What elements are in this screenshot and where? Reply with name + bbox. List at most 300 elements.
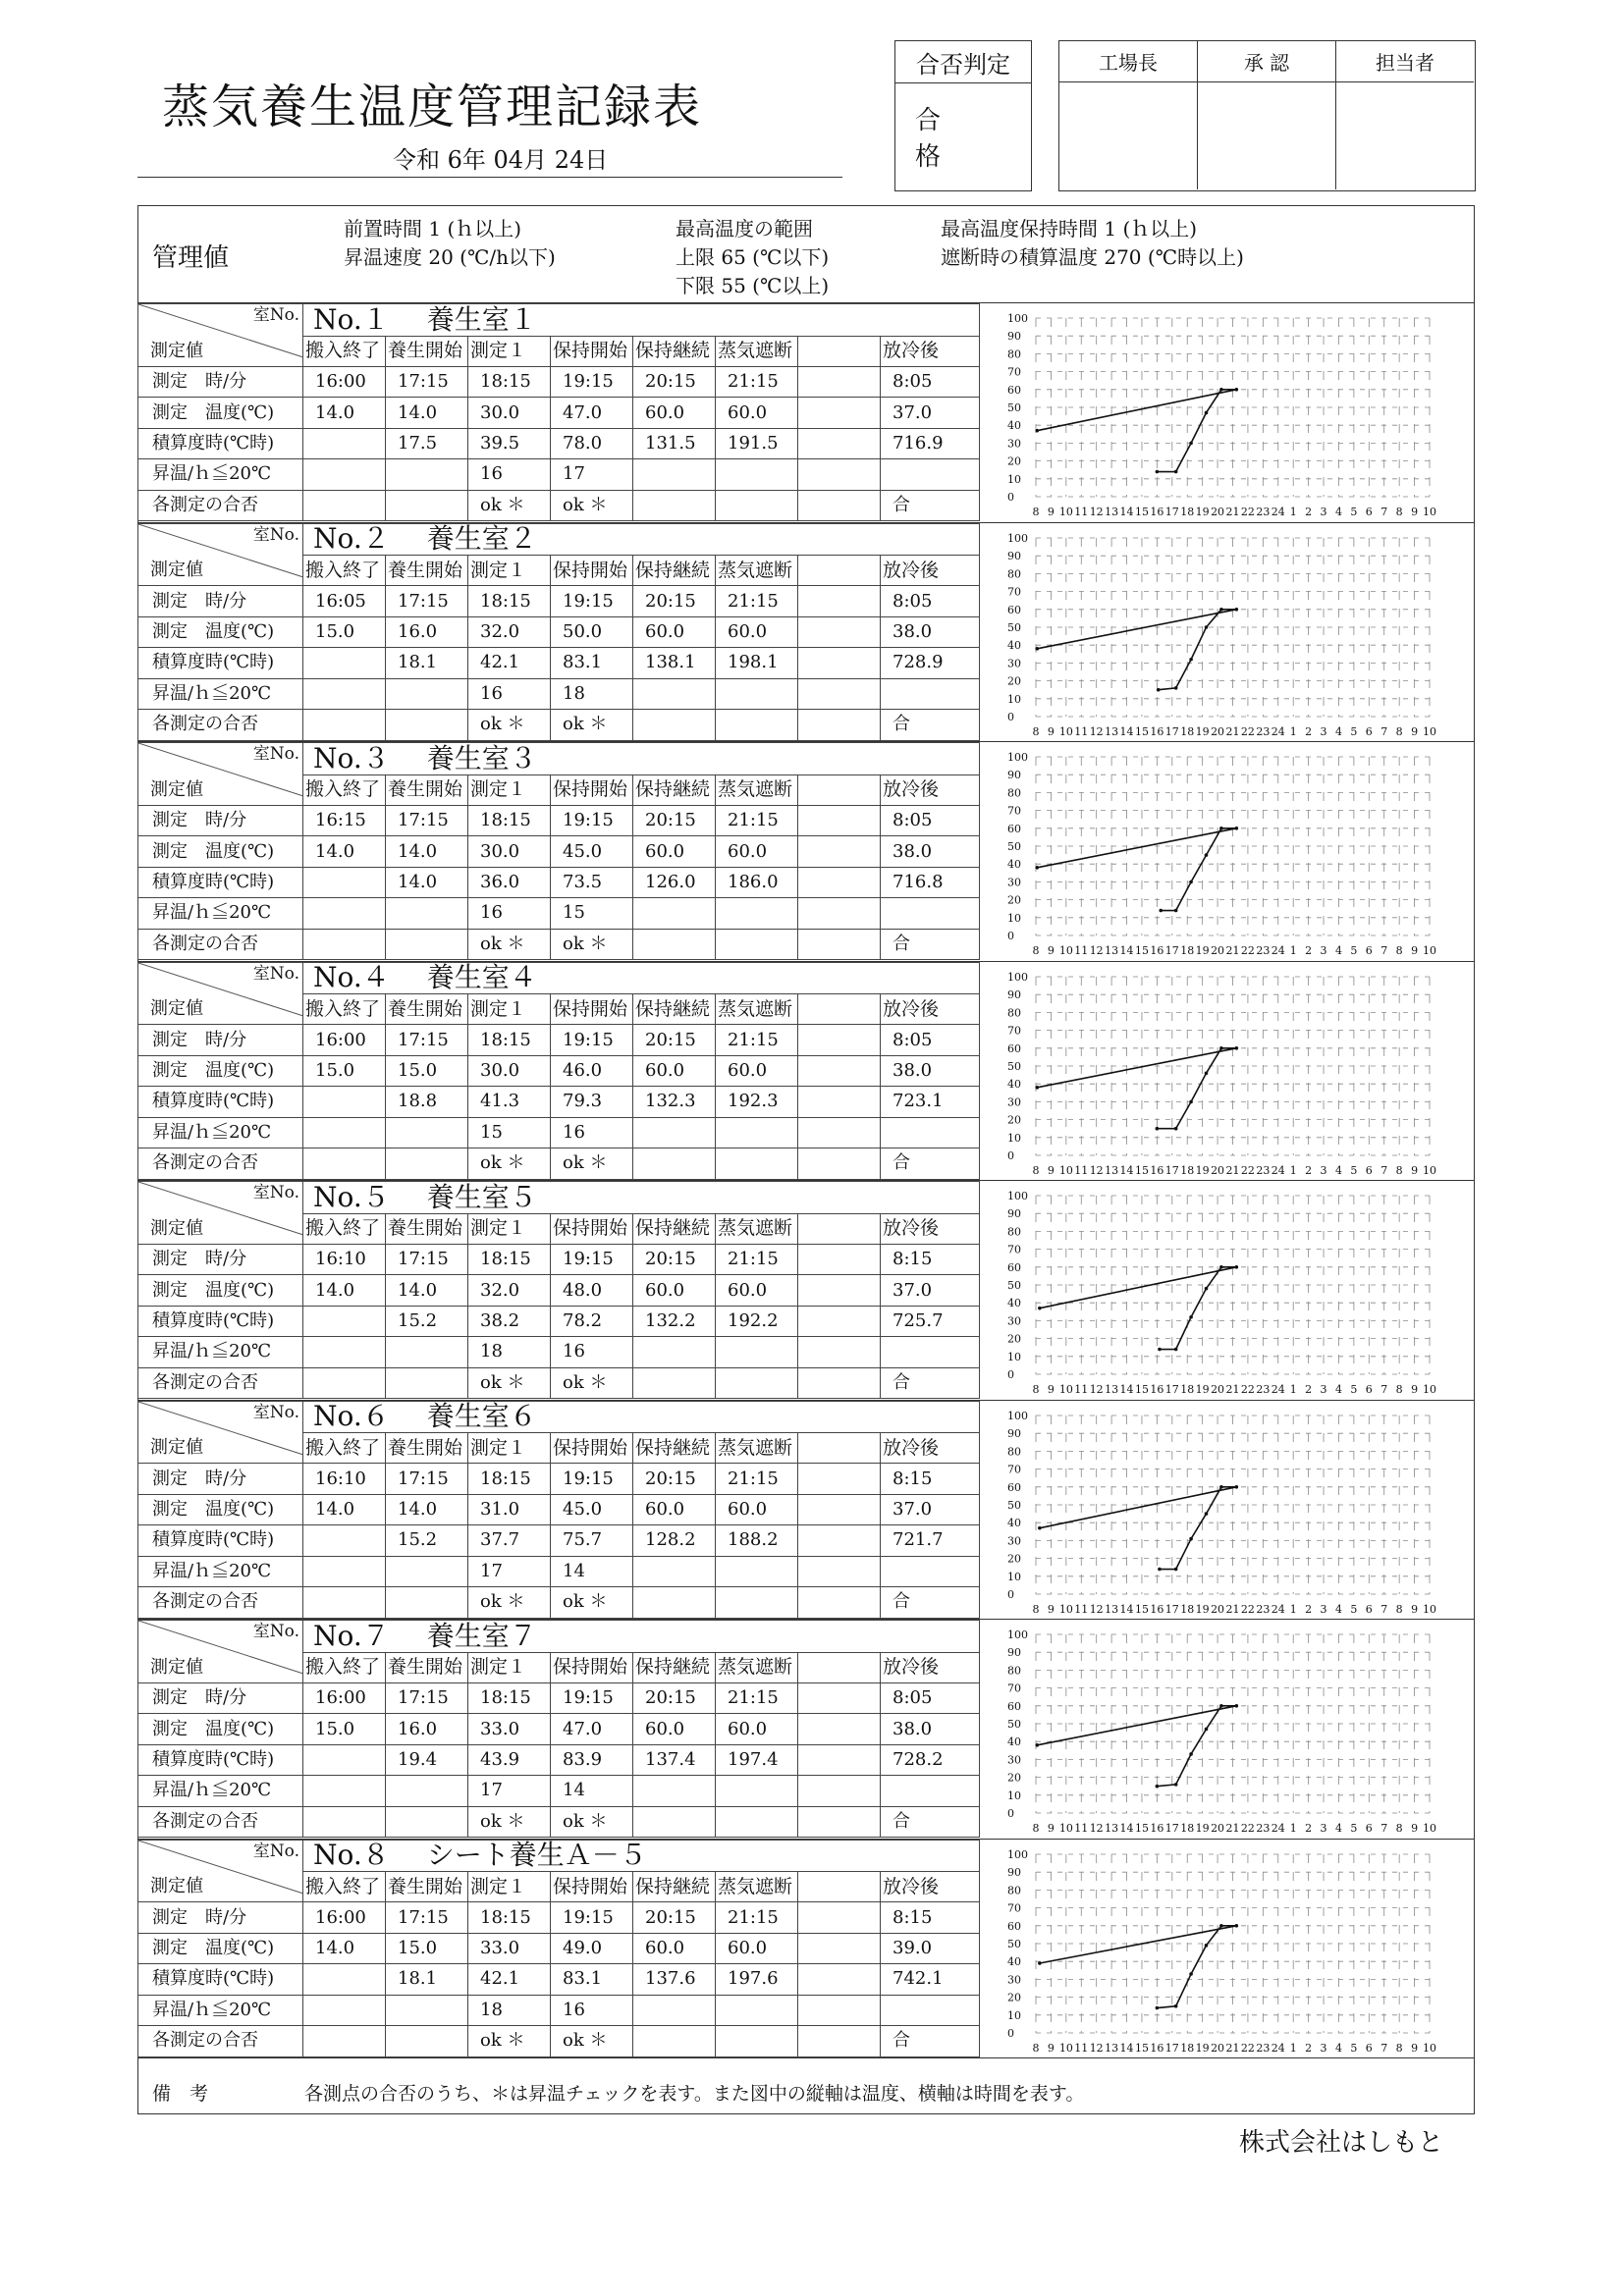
chart-x-tick: 12 <box>1089 506 1104 518</box>
chart-y-tick: 100 <box>1007 1409 1028 1422</box>
room-table <box>137 1181 980 1399</box>
chart-x-tick: 8 <box>1395 1383 1403 1396</box>
value-cell <box>881 898 980 929</box>
temperature-line <box>1037 390 1236 472</box>
chart-x-tick: 6 <box>1365 1163 1373 1177</box>
temperature-chart <box>979 1181 1475 1399</box>
chart-y-tick: 90 <box>1007 549 1021 562</box>
value-cell: 合 <box>881 929 980 959</box>
column-header: 保持開始 <box>551 994 633 1025</box>
value-cell <box>303 1587 386 1618</box>
chart-y-tick: 70 <box>1007 804 1021 818</box>
value-cell: 60.0 <box>633 1055 716 1086</box>
chart-y-tick: 90 <box>1007 769 1021 782</box>
chart-y-tick: 100 <box>1007 1847 1028 1861</box>
chart-x-tick: 14 <box>1119 1383 1134 1396</box>
row-label: 積算度時(℃時) <box>138 1744 303 1775</box>
chart-x-tick: 17 <box>1164 944 1179 957</box>
temperature-point <box>1174 1126 1178 1130</box>
temperature-point <box>1174 1348 1178 1352</box>
column-header: 蒸気遮断 <box>716 994 798 1025</box>
value-cell: 728.9 <box>881 648 980 678</box>
room-number: No.７ <box>313 1620 390 1652</box>
chart-x-tick: 12 <box>1089 1602 1104 1616</box>
value-cell: 47.0 <box>551 398 633 428</box>
temperature-line <box>1040 1486 1237 1569</box>
chart-x-tick: 8 <box>1032 506 1040 518</box>
value-cell <box>798 1367 881 1398</box>
value-cell <box>798 1933 881 1963</box>
value-cell: 合 <box>881 1806 980 1837</box>
value-cell: 17:15 <box>386 1682 468 1713</box>
chart-x-tick: 24 <box>1271 944 1285 957</box>
temperature-line <box>1037 609 1236 689</box>
value-cell: 17:15 <box>386 1025 468 1055</box>
value-cell <box>716 1806 798 1837</box>
chart-y-tick: 50 <box>1007 840 1021 853</box>
value-cell <box>303 1306 386 1336</box>
value-cell: 合 <box>881 2026 980 2056</box>
chart-x-tick: 14 <box>1119 1822 1134 1835</box>
value-cell: 14.0 <box>303 1494 386 1524</box>
chart-x-tick: 4 <box>1334 724 1342 738</box>
chart-x-tick: 8 <box>1395 1822 1403 1835</box>
room-title <box>303 743 980 775</box>
value-cell: 60.0 <box>716 1714 798 1744</box>
temperature-point <box>1235 827 1239 830</box>
value-cell <box>303 428 386 458</box>
value-cell <box>633 929 716 959</box>
chart-x-tick: 9 <box>1411 2041 1419 2055</box>
room-no-label: 室No. <box>252 1841 299 1861</box>
temperature-chart <box>979 1840 1475 2057</box>
value-cell: 137.4 <box>633 1744 716 1775</box>
value-cell <box>798 836 881 867</box>
room-name: 養生室６ <box>426 1401 537 1433</box>
temperature-point <box>1235 608 1239 612</box>
room-header-diagonal-cell <box>138 962 303 1025</box>
value-cell: 14.0 <box>303 398 386 428</box>
chart-y-tick: 90 <box>1007 1646 1021 1660</box>
value-cell <box>798 1744 881 1775</box>
column-header: 保持開始 <box>551 1872 633 1902</box>
value-cell <box>798 1244 881 1274</box>
chart-y-tick: 100 <box>1007 751 1028 764</box>
chart-x-tick: 20 <box>1211 2041 1225 2055</box>
room-section <box>137 1840 1475 2059</box>
chart-x-tick: 12 <box>1089 944 1104 957</box>
column-header: 蒸気遮断 <box>716 556 798 586</box>
chart-y-tick: 10 <box>1007 472 1021 486</box>
chart-x-tick: 21 <box>1225 506 1240 518</box>
value-cell <box>716 1117 798 1148</box>
chart-x-tick: 22 <box>1240 1163 1255 1177</box>
chart-x-tick: 12 <box>1089 1383 1104 1396</box>
value-cell: 合 <box>881 1367 980 1398</box>
chart-y-tick: 10 <box>1007 692 1021 706</box>
row-label: 積算度時(℃時) <box>138 1306 303 1336</box>
value-cell: 19:15 <box>551 366 633 397</box>
chart-x-tick: 8 <box>1032 1163 1040 1177</box>
column-header: 保持継続 <box>633 1213 716 1244</box>
column-header: 保持開始 <box>551 336 633 366</box>
chart-y-tick: 80 <box>1007 1005 1021 1019</box>
column-header: 測定１ <box>468 336 551 366</box>
room-no-label: 室No. <box>252 524 299 545</box>
value-cell: 14.0 <box>386 1275 468 1306</box>
value-cell: 19:15 <box>551 1902 633 1933</box>
value-cell: 132.3 <box>633 1087 716 1117</box>
value-cell: 83.9 <box>551 1744 633 1775</box>
column-header: 保持継続 <box>633 336 716 366</box>
column-header: 測定１ <box>468 774 551 805</box>
chart-x-tick: 2 <box>1305 724 1313 738</box>
chart-y-tick: 100 <box>1007 1190 1028 1202</box>
row-label: 各測定の合否 <box>138 490 303 520</box>
value-cell <box>798 898 881 929</box>
chart-x-tick: 11 <box>1074 724 1089 738</box>
value-cell: 16.0 <box>386 1714 468 1744</box>
temperature-point <box>1205 1287 1209 1291</box>
value-cell: 79.3 <box>551 1087 633 1117</box>
room-number: No.３ <box>313 742 390 774</box>
value-cell: 39.5 <box>468 428 551 458</box>
room-name: 養生室１ <box>426 303 537 336</box>
column-header: 蒸気遮断 <box>716 1213 798 1244</box>
chart-x-tick: 13 <box>1105 1822 1119 1835</box>
room-number: No.６ <box>313 1401 390 1433</box>
room-header-diagonal-cell <box>138 743 303 806</box>
value-cell: 17 <box>468 1776 551 1806</box>
value-cell: 18:15 <box>468 366 551 397</box>
value-cell: 188.2 <box>716 1525 798 1556</box>
chart-x-tick: 8 <box>1032 1822 1040 1835</box>
temperature-point <box>1158 1567 1162 1571</box>
row-label: 測定 温度(℃) <box>138 398 303 428</box>
row-label: 測定 時/分 <box>138 1244 303 1274</box>
value-cell: 60.0 <box>716 1275 798 1306</box>
chart-x-tick: 24 <box>1271 2041 1285 2055</box>
column-header: 保持継続 <box>633 1872 716 1902</box>
chart-x-tick: 16 <box>1150 1163 1164 1177</box>
chart-y-tick: 0 <box>1007 1148 1014 1162</box>
value-cell <box>633 1148 716 1179</box>
chart-x-tick: 15 <box>1134 1163 1149 1177</box>
chart-y-tick: 10 <box>1007 911 1021 925</box>
value-cell: ok ＊ <box>551 2026 633 2056</box>
value-cell <box>798 1806 881 1837</box>
value-cell: 78.0 <box>551 428 633 458</box>
chart-y-tick: 50 <box>1007 1937 1021 1950</box>
value-cell: ok ＊ <box>468 929 551 959</box>
chart-y-tick: 60 <box>1007 1480 1021 1494</box>
value-cell: 16 <box>468 459 551 490</box>
chart-x-tick: 22 <box>1240 724 1255 738</box>
column-header: 養生開始 <box>386 336 468 366</box>
room-table <box>137 742 980 960</box>
value-cell: ok ＊ <box>551 1148 633 1179</box>
value-cell <box>798 459 881 490</box>
value-cell <box>386 929 468 959</box>
chart-x-tick: 9 <box>1411 1163 1419 1177</box>
chart-y-tick: 90 <box>1007 1865 1021 1879</box>
chart-x-tick: 19 <box>1195 1163 1210 1177</box>
value-cell <box>798 1306 881 1336</box>
chart-x-tick: 17 <box>1164 724 1179 738</box>
chart-x-tick: 20 <box>1211 506 1225 518</box>
value-cell: 38.0 <box>881 1055 980 1086</box>
value-cell <box>716 1367 798 1398</box>
temperature-point <box>1038 1525 1042 1529</box>
room-table <box>137 1401 980 1619</box>
value-cell: 20:15 <box>633 366 716 397</box>
value-cell: 16:00 <box>303 1682 386 1713</box>
temperature-point <box>1205 853 1209 857</box>
chart-y-tick: 60 <box>1007 1260 1021 1274</box>
chart-x-tick: 9 <box>1047 506 1055 518</box>
value-cell: 17:15 <box>386 805 468 835</box>
chart-x-tick: 14 <box>1119 724 1134 738</box>
chart-y-tick: 60 <box>1007 1041 1021 1055</box>
row-label: 昇温/ｈ≦20℃ <box>138 1995 303 2025</box>
chart-x-tick: 12 <box>1089 1822 1104 1835</box>
value-cell: 18.1 <box>386 1964 468 1995</box>
row-label: 昇温/ｈ≦20℃ <box>138 1776 303 1806</box>
value-cell <box>798 1964 881 1995</box>
temperature-point <box>1219 827 1223 830</box>
row-label: 測定 時/分 <box>138 1682 303 1713</box>
value-cell: ok ＊ <box>551 1367 633 1398</box>
value-cell <box>716 678 798 709</box>
value-cell: 19:15 <box>551 805 633 835</box>
chart-x-tick: 18 <box>1180 1822 1195 1835</box>
temperature-chart <box>979 742 1475 960</box>
room-no-label: 室No. <box>252 1183 299 1202</box>
value-cell <box>386 1995 468 2025</box>
value-cell <box>798 1682 881 1713</box>
value-cell: 18.1 <box>386 648 468 678</box>
chart-x-tick: 1 <box>1289 944 1297 957</box>
temperature-chart <box>979 1620 1475 1838</box>
row-label: 昇温/ｈ≦20℃ <box>138 459 303 490</box>
chart-x-tick: 24 <box>1271 1163 1285 1177</box>
room-title <box>303 523 980 556</box>
value-cell <box>798 1995 881 2025</box>
chart-y-tick: 40 <box>1007 1954 1021 1968</box>
value-cell: 60.0 <box>716 836 798 867</box>
chart-x-tick: 3 <box>1320 944 1327 957</box>
chart-y-tick: 40 <box>1007 1735 1021 1749</box>
chart-x-tick: 9 <box>1411 944 1419 957</box>
column-header: 測定１ <box>468 1433 551 1464</box>
value-cell <box>716 1556 798 1586</box>
chart-x-tick: 18 <box>1180 2041 1195 2055</box>
temperature-point <box>1189 1536 1193 1540</box>
chart-y-tick: 0 <box>1007 491 1014 504</box>
value-cell: 20:15 <box>633 1244 716 1274</box>
row-label: 積算度時(℃時) <box>138 1964 303 1995</box>
value-cell <box>303 867 386 897</box>
chart-x-tick: 10 <box>1058 1383 1073 1396</box>
value-cell: 60.0 <box>716 398 798 428</box>
chart-x-tick: 7 <box>1380 1383 1388 1396</box>
temperature-chart-svg <box>980 1181 1474 1399</box>
temperature-chart <box>979 303 1475 521</box>
column-header: 放冷後 <box>881 774 980 805</box>
room-table <box>137 523 980 741</box>
chart-y-tick: 50 <box>1007 401 1021 414</box>
room-header-diagonal-cell <box>138 304 303 367</box>
chart-x-tick: 16 <box>1150 506 1164 518</box>
chart-y-tick: 90 <box>1007 1207 1021 1221</box>
chart-x-tick: 23 <box>1256 944 1271 957</box>
chart-x-tick: 10 <box>1423 1822 1436 1835</box>
chart-x-tick: 9 <box>1411 1383 1419 1396</box>
value-cell: 合 <box>881 710 980 740</box>
value-cell: 21:15 <box>716 586 798 616</box>
chart-x-tick: 1 <box>1289 1602 1297 1616</box>
temperature-line <box>1037 1706 1236 1787</box>
column-header: 養生開始 <box>386 1213 468 1244</box>
chart-y-tick: 70 <box>1007 1024 1021 1038</box>
row-label: 各測定の合否 <box>138 929 303 959</box>
chart-x-tick: 4 <box>1334 944 1342 957</box>
temperature-point <box>1235 388 1239 392</box>
chart-x-tick: 4 <box>1334 2041 1342 2055</box>
value-cell: 15.2 <box>386 1525 468 1556</box>
value-cell: 16:00 <box>303 1025 386 1055</box>
temperature-point <box>1174 470 1178 474</box>
temperature-point <box>1038 1961 1042 1965</box>
chart-x-tick: 3 <box>1320 1383 1327 1396</box>
value-cell: 192.2 <box>716 1306 798 1336</box>
value-cell: 60.0 <box>633 1494 716 1524</box>
chart-x-tick: 3 <box>1320 1602 1327 1616</box>
value-cell: 14.0 <box>303 836 386 867</box>
chart-y-tick: 60 <box>1007 603 1021 616</box>
value-cell <box>798 1117 881 1148</box>
chart-y-tick: 50 <box>1007 1718 1021 1731</box>
value-cell: ok ＊ <box>551 929 633 959</box>
chart-x-tick: 22 <box>1240 1383 1255 1396</box>
temperature-chart-svg <box>980 303 1474 521</box>
chart-x-tick: 9 <box>1047 1822 1055 1835</box>
value-cell <box>881 1995 980 2025</box>
value-cell: 50.0 <box>551 616 633 647</box>
room-title <box>303 962 980 994</box>
chart-x-tick: 1 <box>1289 506 1297 518</box>
value-cell: 17:15 <box>386 366 468 397</box>
chart-y-tick: 80 <box>1007 347 1021 361</box>
temperature-point <box>1156 2005 1160 2009</box>
chart-y-tick: 70 <box>1007 1901 1021 1915</box>
value-cell: 14.0 <box>386 1494 468 1524</box>
chart-y-tick: 50 <box>1007 620 1021 634</box>
column-header: 蒸気遮断 <box>716 336 798 366</box>
measure-label: 測定値 <box>150 340 203 361</box>
temperature-point <box>1156 470 1160 474</box>
value-cell: 16:00 <box>303 1902 386 1933</box>
chart-y-tick: 10 <box>1007 1570 1021 1583</box>
temperature-point <box>1205 1944 1209 1948</box>
value-cell: 186.0 <box>716 867 798 897</box>
room-section <box>137 962 1475 1182</box>
temperature-point <box>1174 686 1178 690</box>
value-cell <box>798 805 881 835</box>
chart-y-tick: 90 <box>1007 1426 1021 1440</box>
value-cell: 19:15 <box>551 1025 633 1055</box>
column-header: 放冷後 <box>881 994 980 1025</box>
value-cell <box>798 1556 881 1586</box>
value-cell: 60.0 <box>716 1494 798 1524</box>
value-cell <box>798 586 881 616</box>
title-underline <box>137 177 842 178</box>
value-cell: 19:15 <box>551 1244 633 1274</box>
value-cell <box>633 1556 716 1586</box>
value-cell <box>716 1995 798 2025</box>
column-header: 搬入終了 <box>303 994 386 1025</box>
chart-y-tick: 70 <box>1007 585 1021 599</box>
column-header: 養生開始 <box>386 774 468 805</box>
value-cell <box>798 1525 881 1556</box>
column-header: 保持継続 <box>633 1652 716 1682</box>
temperature-chart-svg <box>980 742 1474 960</box>
temperature-point <box>1205 1512 1209 1516</box>
value-cell <box>798 648 881 678</box>
column-header: 養生開始 <box>386 994 468 1025</box>
value-cell: 14 <box>551 1776 633 1806</box>
temperature-point <box>1174 2003 1178 2007</box>
row-label: 測定 温度(℃) <box>138 1275 303 1306</box>
value-cell <box>386 678 468 709</box>
chart-x-tick: 17 <box>1164 1602 1179 1616</box>
control-rise-rate: 昇温速度 20 (℃/h以下) <box>344 245 556 269</box>
temperature-point <box>1189 881 1193 884</box>
row-label: 測定 時/分 <box>138 1464 303 1494</box>
value-cell: 716.8 <box>881 867 980 897</box>
value-cell: 18:15 <box>468 1244 551 1274</box>
judgement-box <box>894 40 1032 191</box>
value-cell: 60.0 <box>633 398 716 428</box>
value-cell: 15.0 <box>386 1933 468 1963</box>
value-cell: 192.3 <box>716 1087 798 1117</box>
chart-y-tick: 30 <box>1007 1533 1021 1547</box>
value-cell <box>798 398 881 428</box>
chart-x-tick: 10 <box>1423 1163 1436 1177</box>
chart-y-tick: 40 <box>1007 858 1021 872</box>
chart-x-tick: 8 <box>1395 1163 1403 1177</box>
value-cell <box>633 1367 716 1398</box>
value-cell: 8:15 <box>881 1464 980 1494</box>
value-cell: 42.1 <box>468 648 551 678</box>
value-cell <box>798 867 881 897</box>
chart-x-tick: 20 <box>1211 724 1225 738</box>
chart-x-tick: 17 <box>1164 2041 1179 2055</box>
column-header: 保持開始 <box>551 1433 633 1464</box>
value-cell <box>386 1367 468 1398</box>
column-header: 搬入終了 <box>303 1652 386 1682</box>
value-cell: 19:15 <box>551 586 633 616</box>
chart-x-tick: 2 <box>1305 944 1313 957</box>
chart-x-tick: 8 <box>1395 1602 1403 1616</box>
temperature-point <box>1189 1972 1193 1976</box>
chart-x-tick: 16 <box>1150 944 1164 957</box>
column-header: 蒸気遮断 <box>716 1872 798 1902</box>
temperature-point <box>1189 1752 1193 1756</box>
column-header: 保持継続 <box>633 556 716 586</box>
chart-x-tick: 24 <box>1271 1383 1285 1396</box>
value-cell <box>633 1995 716 2025</box>
